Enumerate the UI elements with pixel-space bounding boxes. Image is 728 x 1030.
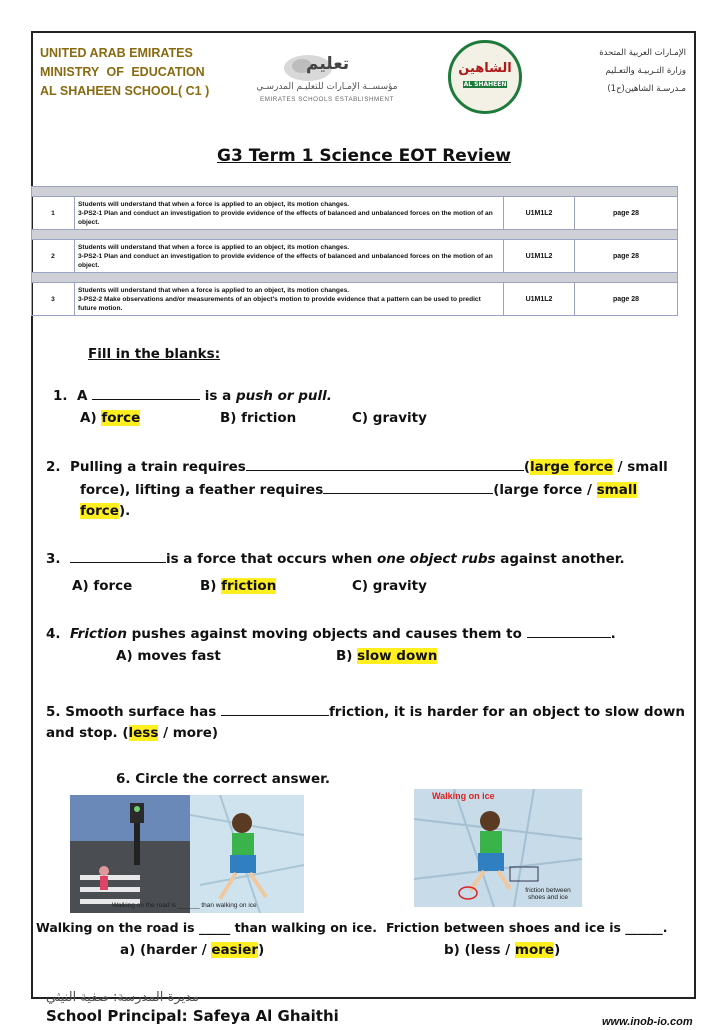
question-5-line2: and stop. (less / more) [46, 725, 219, 741]
road-ice-illustration [70, 795, 304, 913]
header-ar-country: الإمـارات العربية المتحدة [599, 48, 686, 58]
q3-option-c: C) gravity [352, 578, 427, 594]
header-ar-ministry: وزارة التـربيـة والتعـليم [605, 66, 686, 76]
q4-option-a: A) moves fast [116, 648, 221, 664]
question-2-line1: 2. Pulling a train requires (large force / small [46, 459, 668, 475]
header-line-country: UNITED ARAB EMIRATES [40, 46, 193, 60]
principal-name: School Principal: Safeya Al Ghaithi [46, 1007, 339, 1025]
objective-row: 1 Students will understand that when a force is applied to an object, its motion changes. 3-PS2-1 Plan and conduct an investigation to provide evidence of the effects of balanced and unbalanced forces on the motion of an object. U1M1L2 page 28 [32, 197, 678, 230]
header-english [40, 44, 209, 101]
q6-right-options: b) (less / more) [444, 942, 561, 958]
section-heading: Fill in the blanks: [88, 346, 221, 362]
q1-answer: force [101, 410, 141, 426]
header-line-ministry: MINISTRY OF EDUCATION [40, 65, 205, 79]
question-3: 3. is a force that occurs when one object rubs against another. [46, 551, 625, 567]
q1-option-c: C) gravity [352, 410, 427, 426]
question-2-line3: force). [80, 503, 131, 519]
question-2-line2: force), lifting a feather requires (large force / small [80, 482, 638, 498]
q2-answer-1: large force [530, 459, 613, 475]
q6-right-answer: more [514, 942, 555, 958]
objective-row: 2 Students will understand that when a force is applied to an object, its motion changes. 3-PS2-1 Plan and conduct an investigation to provide evidence of the effects of balanced and unbalanced forces on the motion of an object. U1M1L2 page 28 [32, 240, 678, 273]
ice-picture-caption: friction between shoes and ice [525, 887, 571, 901]
q1-options: A) force [80, 410, 141, 426]
header-line-school: AL SHAHEEN SCHOOL( C1 ) [40, 84, 210, 98]
header-arabic [599, 44, 686, 98]
seal-english: AL SHAHEEN [463, 81, 507, 88]
header-ar-school: مـدرسـة الشاهين(ح1) [607, 84, 686, 94]
question-5-line1: 5. Smooth surface has friction, it is harder for an object to slow down [46, 704, 685, 720]
objectives-table [31, 186, 678, 316]
question-4: 4. Friction pushes against moving objects and causes them to . [46, 626, 616, 642]
q2-answer-2: small [596, 482, 638, 498]
road-picture-caption: Walking on the road is ______ than walking on ice [112, 902, 257, 909]
ese-logo-word: تعليم [306, 54, 350, 74]
school-seal [448, 40, 522, 114]
seal-arabic: الشاهين [458, 61, 512, 76]
q6-left-statement: Walking on the road is _____ than walking on ice. [36, 920, 377, 935]
page-title: G3 Term 1 Science EOT Review [217, 146, 511, 166]
principal-arabic: مديرة المدرسة: صفية النيثي [46, 990, 199, 1005]
source-url: www.inob-io.com [602, 1016, 693, 1028]
q6-left-answer: easier [211, 942, 259, 958]
q4-answer: slow down [357, 648, 438, 664]
q3-option-a: A) force [72, 578, 133, 594]
q5-answer: less [128, 725, 159, 741]
question-1: 1. A is a push or pull. [53, 388, 332, 404]
q3-option-b: B) friction [200, 578, 277, 594]
ese-logo-arabic: مؤسســة الإمـارات للتعليـم المدرسـي [256, 82, 398, 92]
ice-picture-title: Walking on ice [432, 791, 495, 801]
ese-logo-english: EMIRATES SCHOOLS ESTABLISHMENT [260, 96, 394, 103]
walking-on-ice-picture [414, 789, 582, 907]
q4-option-b: B) slow down [336, 648, 438, 664]
q3-answer: friction [221, 578, 277, 594]
objective-row: 3 Students will understand that when a force is applied to an object, its motion changes. 3-PS2-2 Make observations and/or measurements of an object's motion to provide evidence that a pattern can be used to predict future motion. U1M1L2 page 28 [32, 283, 678, 316]
road-and-ice-picture [70, 795, 304, 913]
q6-left-options: a) (harder / easier) [120, 942, 265, 958]
question-6-heading: 6. Circle the correct answer. [116, 771, 330, 787]
q6-right-statement: Friction between shoes and ice is ______. [386, 920, 668, 935]
ese-logo [238, 52, 416, 104]
q1-option-b: B) friction [220, 410, 297, 426]
